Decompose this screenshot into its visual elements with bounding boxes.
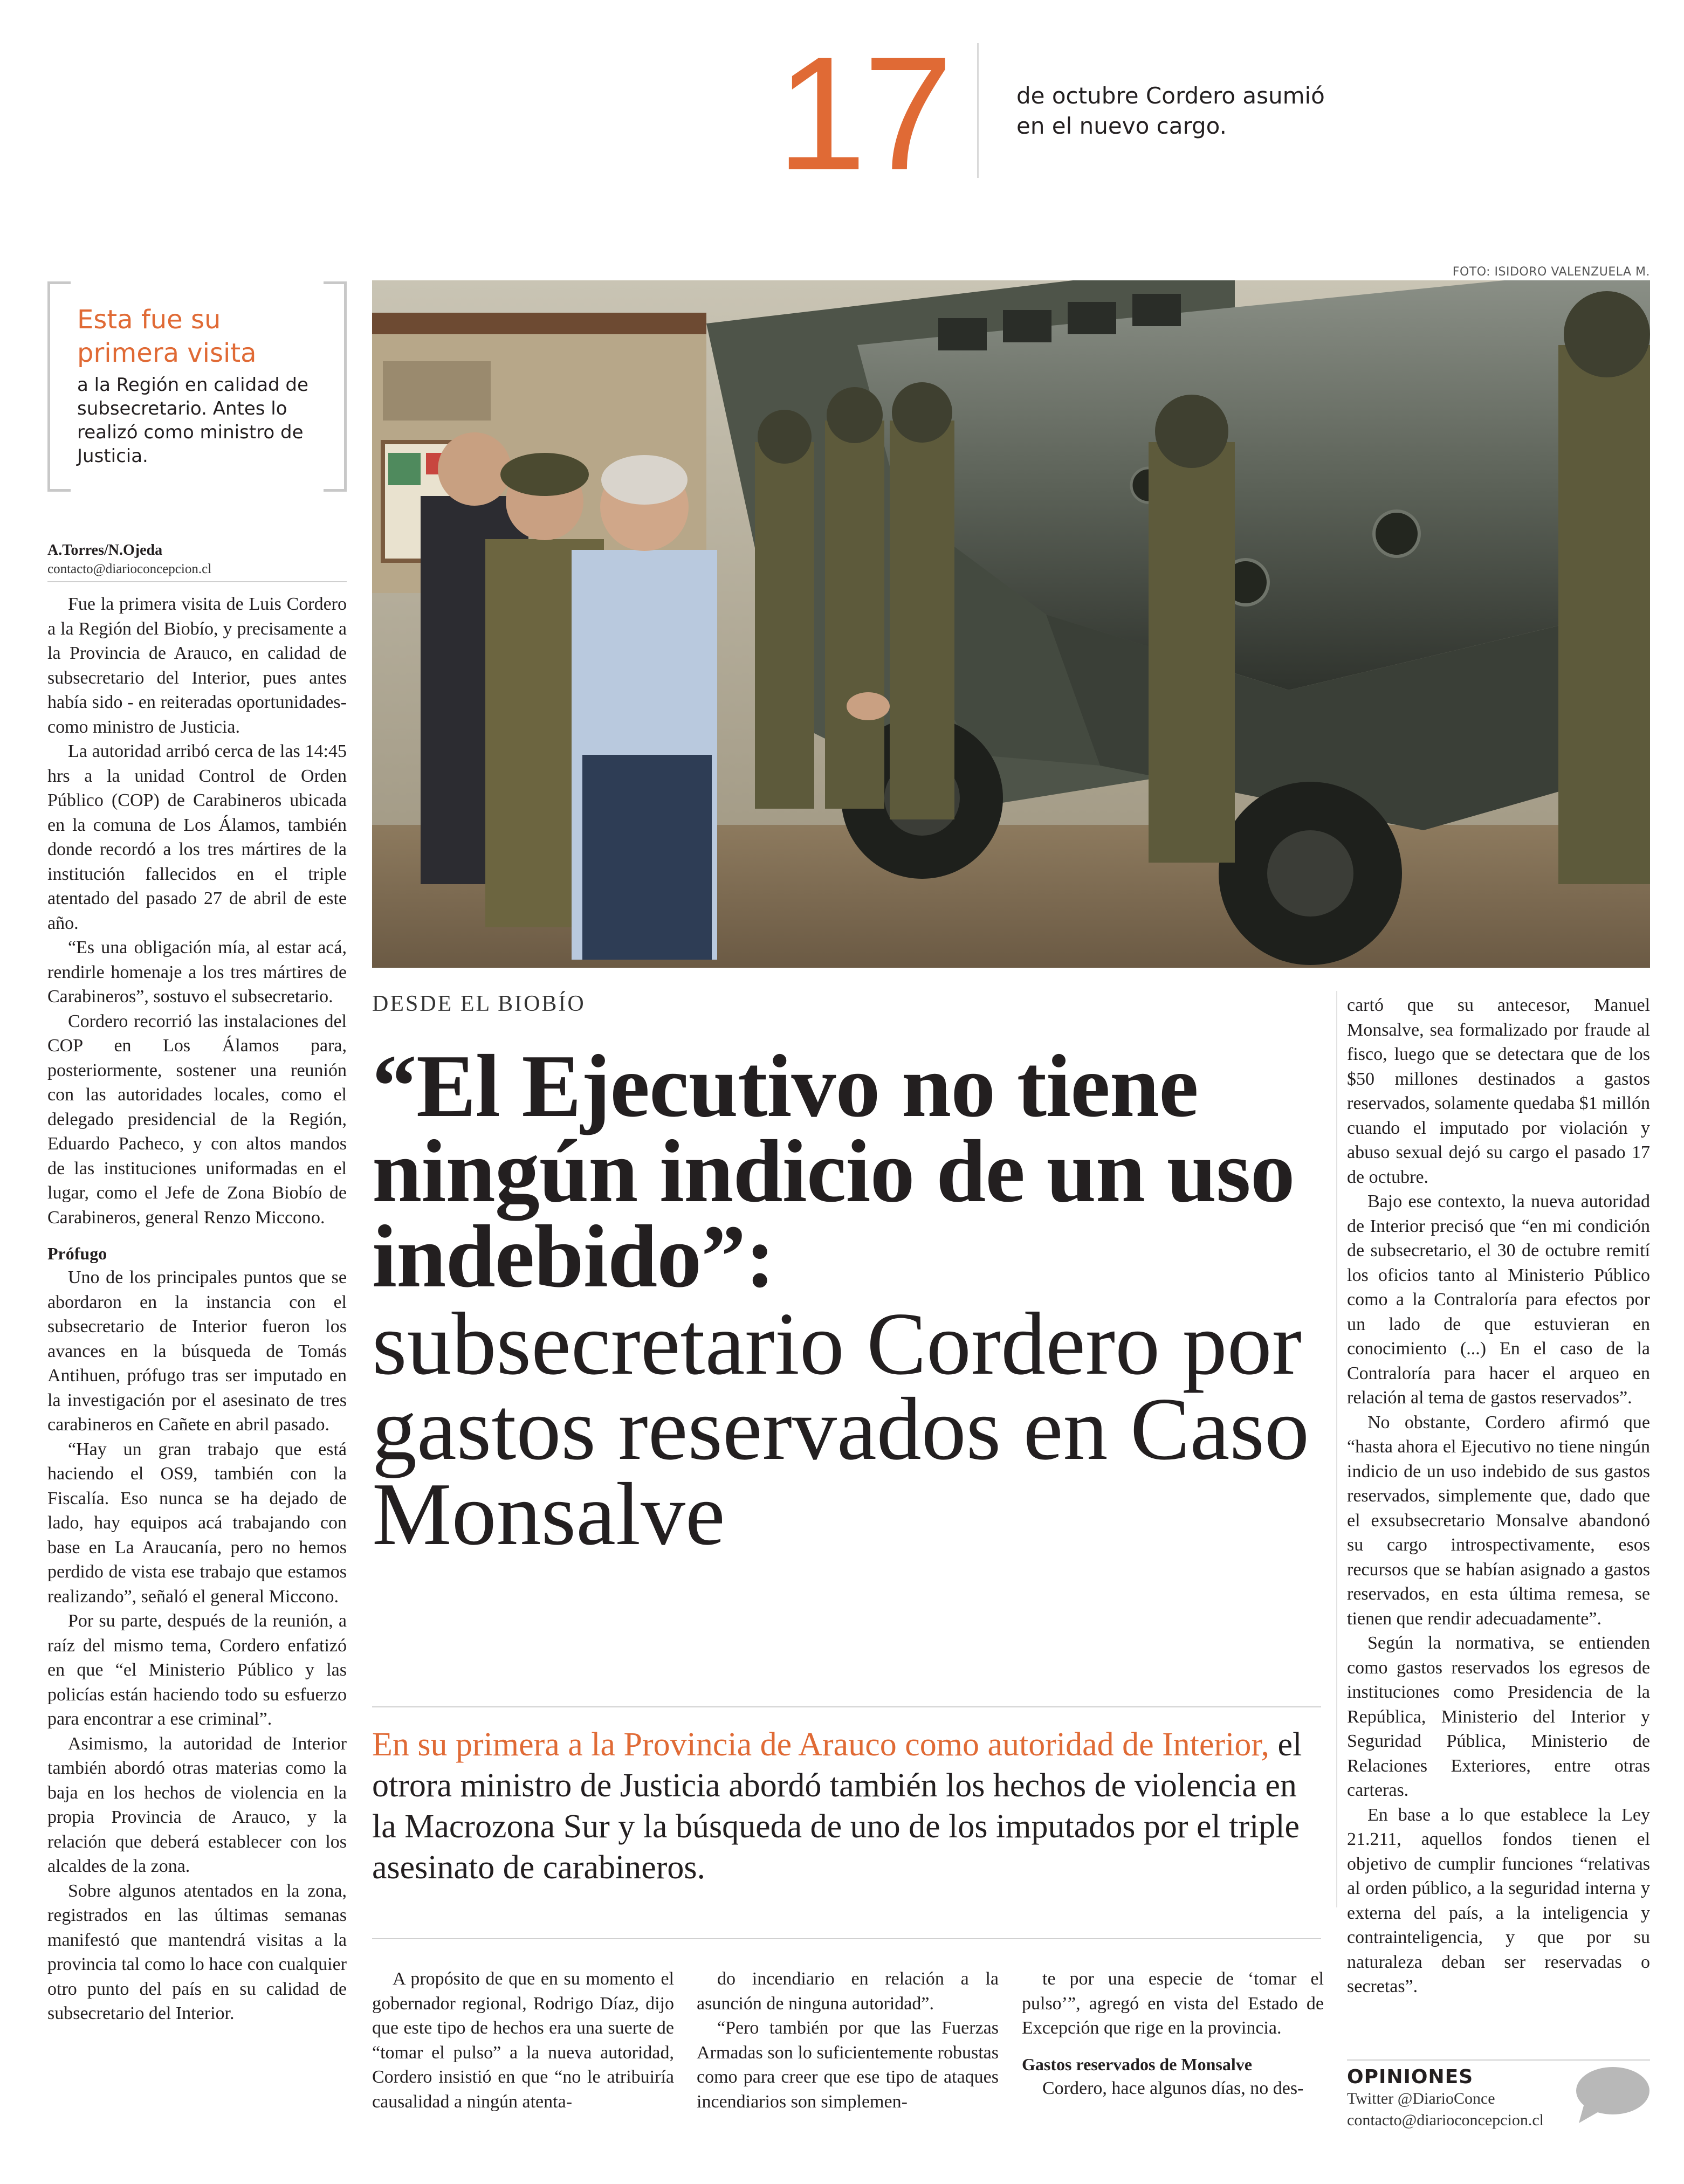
column-rule (1336, 991, 1337, 1907)
article-deck (372, 1724, 1321, 1888)
byline-email[interactable]: contacto@diarioconcepcion.cl (47, 562, 212, 576)
article-column-left (47, 592, 347, 2145)
paragraph: No obstante, Cordero afirmó que “hasta ahora el Ejecutivo no tiene ningún indicio de un uso indebido de sus gastos reservados, simplemente que, dado que el exsubsecretario Monsalve abandonó su cargo introspectivamente, esos recursos que se habían asignado a gastos reservados, en esta última remesa, se tienen que rendir adecuadamente”. (1347, 1412, 1650, 1629)
paragraph: A propósito de que en su momento el gobernador regional, Rodrigo Díaz, dijo que este tipo de hechos era una suerte de “tomar el pulso” a la nueva autoridad, Cordero insistió en que “no le atribuiría causalidad a ningún atenta- (372, 1969, 674, 2112)
sidebar-bracket-left (47, 281, 71, 492)
paragraph: En base a lo que establece la Ley 21.211, aquellos fondos tienen el objetivo de cumplir funciones “relativas al orden público, a la seguridad interna y externa del país, a la inteligencia y contrainteligencia, y que por su naturaleza deban ser reservadas o secretas”. (1347, 1804, 1650, 1996)
date-number: 17 (776, 23, 950, 204)
opinions-rule (1347, 2059, 1650, 2061)
paragraph: Según la normativa, se entienden como gastos reservados los egresos de instituciones como Presidencia de la República, Ministerio del Interior y Seguridad Pública, Ministerio de Relaciones Exteriores, entre otras carteras. (1347, 1633, 1650, 1800)
byline-rule (47, 581, 347, 582)
top-divider (977, 43, 979, 178)
paragraph: Sobre algunos atentados en la zona, registrados en las últimas semanas manifestó que mantendrá visitas a la provincia tal como lo hace con cualquier otro punto del país en su calidad de subsecretario del Interior. (47, 1880, 347, 2023)
paragraph: Cordero, hace algunos días, no des- (1042, 2078, 1304, 2098)
news-photo (372, 280, 1650, 968)
sidebar-title-line1: Esta fue su (77, 305, 221, 335)
article-column-bottom-3 (1022, 1967, 1324, 2139)
headline-rule (372, 1706, 1321, 1707)
headline-light: subsecretario Cordero por gastos reservados en Caso Monsalve (372, 1294, 1309, 1563)
deck-lead: En su primera a la Provincia de Arauco como autoridad de Interior, (372, 1726, 1270, 1763)
paragraph: cartó que su antecesor, Manuel Monsalve, sea formalizado por fraude al fisco, luego que se detectara que de los $50 millones destinados a gastos reservados, solamente quedaba $1 millón cuando el imputado por violación y abuso sexual dejó su cargo el pasado 17 de octubre. (1347, 995, 1650, 1187)
deck-rest: el otrora ministro de Justicia abordó también los hechos de violencia en la Macrozona Sur y la búsqueda de uno de los imputados por el triple asesinato de carabineros. (372, 1726, 1302, 1886)
sidebar-text: a la Región en calidad de subsecretario. Antes lo realizó como ministro de Justicia. (77, 374, 308, 467)
opinions-twitter[interactable]: Twitter @DiarioConce (1347, 2090, 1495, 2107)
paragraph: Cordero recorrió las instalaciones del COP en Los Álamos para, posteriormente, sostener una reunión con las autoridades locales, como el delegado presidencial de la Región, Eduardo Pacheco, y con altos mandos de las instituciones uniformadas en el lugar, como el Jefe de Zona Biobío de Carabineros, general Renzo Miccono. (47, 1011, 347, 1228)
article-headline (372, 1036, 1332, 1563)
paragraph: Fue la primera visita de Luis Cordero a la Región del Biobío, y precisamente a la Provincia de Arauco, en calidad de subsecretario del Interior, pues antes había sido - en reiteradas oportunidades- como ministro de Justicia. (47, 594, 347, 737)
paragraph: “Hay un gran trabajo que está haciendo el OS9, también con la Fiscalía. Eso nunca se ha dejado de lado, hay equipos acá trabajando con base en La Araucanía, pero no hemos perdido de vista ese trabajo que estamos realizando”, señaló el general Miccono. (47, 1439, 347, 1607)
date-caption-line1: de octubre Cordero asumió (1016, 82, 1325, 109)
paragraph: “Es una obligación mía, al estar acá, rendirle homenaje a los tres mártires de Carabineros”, sostuvo el subsecretario. (47, 938, 347, 1007)
paragraph: Asimismo, la autoridad de Interior también abordó otras materias como la baja en los hechos de violencia en la propia Provincia de Arauco, y la relación que deberá establecer con los alcaldes de la zona. (47, 1733, 347, 1876)
photo-illustration (372, 280, 1650, 968)
byline-author: A.Torres/N.Ojeda (47, 542, 163, 559)
deck-rule (372, 1938, 1321, 1939)
subheading-gastos-reservados: Gastos reservados de Monsalve (1022, 2054, 1252, 2074)
sidebar-title (77, 303, 331, 370)
opinions-email[interactable]: contacto@diarioconcepcion.cl (1347, 2111, 1544, 2129)
opinions-title: OPINIONES (1347, 2066, 1474, 2088)
paragraph: te por una especie de ‘tomar el pulso’”, agregó en vista del Estado de Excepción que rige en la provincia. (1022, 1969, 1324, 2038)
subheading-profugo: Prófugo (47, 1244, 107, 1263)
sidebar-title-line2: primera visita (77, 338, 257, 368)
paragraph: Por su parte, después de la reunión, a raíz del mismo tema, Cordero enfatizó en que “el Ministerio Público y las policías están haciendo todo su esfuerzo para encontrar a ese criminal”. (47, 1611, 347, 1729)
photo-credit: FOTO: ISIDORO VALENZUELA M. (1452, 265, 1650, 279)
paragraph: Uno de los principales puntos que se abordaron en la instancia con el subsecretario de Interior fueron los avances en la búsqueda de Tomás Antihuen, prófugo tras ser imputado en la investigación por el asesinato de tres carabineros en Cañete en abril pasado. (47, 1267, 347, 1435)
sidebar-box (47, 281, 347, 492)
article-column-bottom-1 (372, 1967, 674, 2139)
article-column-bottom-2 (697, 1967, 999, 2139)
article-kicker: DESDE EL BIOBÍO (372, 991, 586, 1016)
headline-bold: “El Ejecutivo no tiene ningún indicio de un uso indebido”: (372, 1036, 1295, 1306)
paragraph: “Pero también por que las Fuerzas Armadas son lo suficientemente robustas como para creer que ese tipo de ataques incendiarios son simplemen- (697, 2018, 999, 2112)
paragraph: do incendiario en relación a la asunción de ninguna autoridad”. (697, 1969, 999, 2014)
paragraph: La autoridad arribó cerca de las 14:45 hrs a la unidad Control de Orden Público (COP) de Carabineros ubicada en la comuna de Los Álamos, también donde recordó a los tres mártires de la institución fallecidos en el triple atentado del pasado 27 de abril de este año. (47, 741, 347, 933)
date-caption (1016, 81, 1351, 141)
article-column-right (1347, 993, 1650, 2058)
paragraph: Bajo ese contexto, la nueva autoridad de Interior precisó que “en mi condición de subsecretario, el 30 de octubre remití los oficios tanto al Ministerio Público como a la Contraloría para efectos por un lado de que estuvieran en conocimiento (...) En el caso de la Contraloría para hacer el arqueo en relación al tema de gastos reservados”. (1347, 1191, 1650, 1408)
speech-bubble-icon (1575, 2065, 1651, 2124)
date-caption-line2: en el nuevo cargo. (1016, 113, 1227, 139)
